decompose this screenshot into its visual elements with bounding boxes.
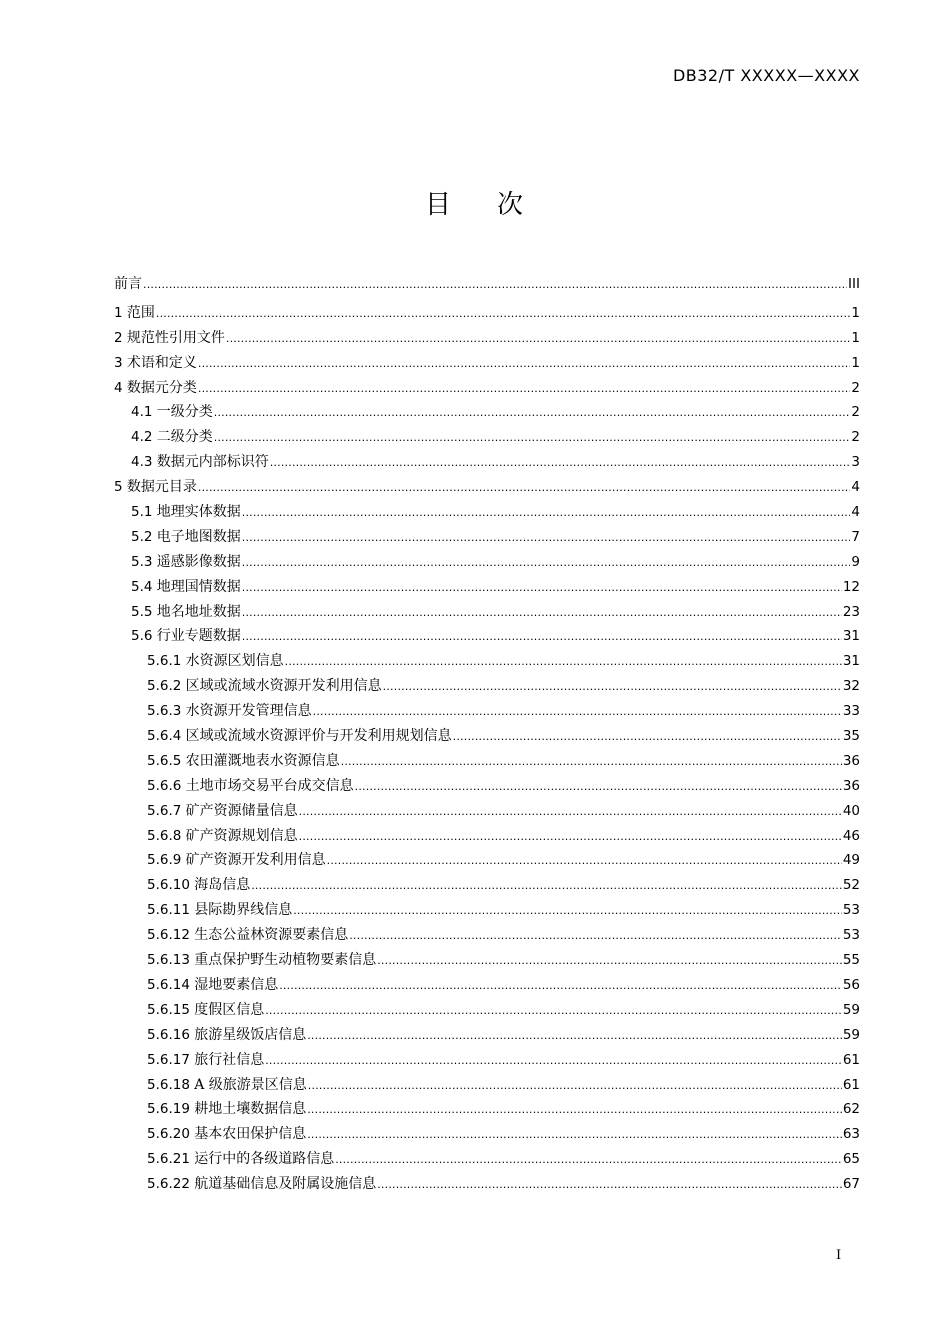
toc-entry-label: 矿产资源规划信息: [185, 827, 298, 844]
toc-dot-leader: [341, 750, 842, 775]
toc-entry-page: 55: [842, 952, 860, 969]
toc-entry-label: 一级分类: [156, 404, 213, 421]
toc-entry-number: 4: [114, 379, 127, 396]
toc-entry-label: 地理实体数据: [156, 504, 241, 521]
toc-entry-label: 县际勘界线信息: [194, 902, 293, 919]
toc-entry-number: 4.1: [131, 404, 157, 421]
toc-entry-number: 5.6.19: [147, 1101, 195, 1118]
toc-entry-page: 9: [851, 553, 860, 570]
toc-dot-leader: [242, 501, 851, 526]
toc-entry[interactable]: [114, 948, 860, 973]
toc-entry[interactable]: [114, 400, 860, 425]
toc-dot-leader: [285, 650, 842, 675]
toc-dot-leader: [242, 551, 851, 576]
toc-entry[interactable]: [114, 674, 860, 699]
toc-entry-page: 4: [851, 504, 860, 521]
toc-entry-label: 数据元目录: [126, 479, 197, 496]
toc-entry-page: 61: [842, 1051, 860, 1068]
toc-entry-label: 数据元内部标识符: [156, 454, 269, 471]
toc-entry-number: 5.6: [131, 628, 157, 645]
toc-entry-page: 59: [842, 1026, 860, 1043]
toc-entry[interactable]: [114, 500, 860, 525]
toc-entry-page: III: [848, 276, 860, 292]
toc-entry[interactable]: [114, 1122, 860, 1147]
standard-code: DB32/T XXXXX—XXXX: [672, 66, 860, 85]
toc-entry[interactable]: [114, 272, 860, 297]
toc-entry[interactable]: [114, 774, 860, 799]
toc-entry-number: 5.6.2: [147, 678, 186, 695]
toc-entry-page: 32: [842, 678, 860, 695]
toc-entry-page: 56: [842, 976, 860, 993]
toc-entry[interactable]: [114, 425, 860, 450]
toc-entry-number: 5.6.22: [147, 1176, 195, 1193]
toc-entry-number: 5.6.3: [147, 703, 186, 720]
toc-dot-leader: [251, 874, 842, 899]
toc-entry-page: 2: [851, 379, 860, 396]
toc-entry-number: 5.6.18: [147, 1076, 195, 1093]
toc-entry-number: 5.6.16: [147, 1026, 195, 1043]
toc-entry-number: 5.6.21: [147, 1151, 195, 1168]
toc-entry[interactable]: [114, 351, 860, 376]
toc-entry-label: 范围: [126, 304, 155, 321]
toc-entry-page: 3: [851, 454, 860, 471]
toc-dot-leader: [198, 352, 851, 377]
toc-entry[interactable]: [114, 1073, 860, 1098]
toc-entry[interactable]: [114, 624, 860, 649]
toc-entry-label: 耕地土壤数据信息: [194, 1101, 307, 1118]
toc-dot-leader: [293, 899, 842, 924]
toc-entry-page: 46: [842, 827, 860, 844]
toc-entry-label: 前言: [114, 276, 142, 292]
toc-dot-leader: [279, 974, 842, 999]
title-char-1: 目: [424, 190, 453, 220]
toc-entry-number: 5.6.8: [147, 827, 186, 844]
toc-entry-number: 5.6.17: [147, 1051, 195, 1068]
toc-dot-leader: [198, 476, 851, 501]
toc-dot-leader: [307, 1098, 842, 1123]
toc-dot-leader: [308, 1074, 842, 1099]
toc-entry-page: 23: [842, 603, 860, 620]
toc-dot-leader: [143, 273, 847, 298]
toc-entry-number: 5.6.5: [147, 752, 186, 769]
toc-entry-page: 61: [842, 1076, 860, 1093]
toc-dot-leader: [265, 999, 842, 1024]
toc-entry-number: 1: [114, 304, 127, 321]
toc-entry-number: 5.6.20: [147, 1126, 195, 1143]
toc-entry-page: 49: [842, 852, 860, 869]
toc-entry-label: 术语和定义: [126, 354, 197, 371]
toc-entry[interactable]: [114, 898, 860, 923]
toc-entry[interactable]: [114, 699, 860, 724]
toc-entry-page: 1: [851, 354, 860, 371]
toc-entry-number: 5.6.11: [147, 902, 195, 919]
toc-entry-label: 运行中的各级道路信息: [194, 1151, 335, 1168]
toc-entry-label: 规范性引用文件: [126, 329, 225, 346]
toc-entry-label: 度假区信息: [194, 1001, 265, 1018]
toc-entry-label: 区域或流域水资源评价与开发利用规划信息: [185, 728, 452, 745]
toc-dot-leader: [214, 426, 851, 451]
toc-entry-number: 2: [114, 329, 127, 346]
toc-entry-label: 水资源开发管理信息: [185, 703, 312, 720]
toc-entry-number: 5.6.13: [147, 952, 195, 969]
toc-entry-page: 35: [842, 728, 860, 745]
page-title: [0, 184, 950, 221]
toc-entry-label: 遥感影像数据: [156, 553, 241, 570]
toc-entry-label: A 级旅游景区信息: [194, 1076, 307, 1093]
toc-entry-label: 旅游星级饭店信息: [194, 1026, 307, 1043]
page-number: I: [836, 1248, 842, 1263]
toc-entry-label: 基本农田保护信息: [194, 1126, 307, 1143]
toc-entry[interactable]: [114, 848, 860, 873]
toc-entry-label: 水资源区划信息: [185, 653, 284, 670]
toc-entry-label: 航道基础信息及附属设施信息: [194, 1176, 377, 1193]
toc-entry-label: 重点保护野生动植物要素信息: [194, 952, 377, 969]
toc-dot-leader: [226, 327, 851, 352]
toc-entry-label: 生态公益林资源要素信息: [194, 927, 349, 944]
toc-entry[interactable]: [114, 600, 860, 625]
toc-entry-number: 5.6.14: [147, 976, 195, 993]
toc-entry-number: 5.6.6: [147, 777, 186, 794]
toc-entry-label: 矿产资源储量信息: [185, 802, 298, 819]
toc-entry[interactable]: [114, 923, 860, 948]
toc-entry-number: 4.3: [131, 454, 157, 471]
toc-dot-leader: [453, 725, 842, 750]
toc-entry-label: 旅行社信息: [194, 1051, 265, 1068]
toc-entry[interactable]: [114, 525, 860, 550]
toc-entry-number: 5.4: [131, 578, 157, 595]
toc-entry-page: 36: [842, 752, 860, 769]
toc-entry-page: 53: [842, 927, 860, 944]
toc-entry-number: 3: [114, 354, 127, 371]
toc-entry-page: 31: [842, 628, 860, 645]
toc-entry-page: 31: [842, 653, 860, 670]
toc-entry-number: 5.6.7: [147, 802, 186, 819]
toc-entry-page: 7: [851, 528, 860, 545]
toc-entry-page: 52: [842, 877, 860, 894]
toc-entry-label: 湿地要素信息: [194, 976, 279, 993]
toc-entry-page: 67: [842, 1176, 860, 1193]
toc-entry[interactable]: [114, 475, 860, 500]
toc-entry-page: 2: [851, 404, 860, 421]
toc-dot-leader: [242, 526, 851, 551]
toc-entry-number: 5.2: [131, 528, 157, 545]
toc-entry[interactable]: [114, 301, 860, 326]
toc-entry-label: 行业专题数据: [156, 628, 241, 645]
toc-dot-leader: [270, 451, 851, 476]
toc-entry-label: 数据元分类: [126, 379, 197, 396]
title-char-2: 次: [497, 190, 526, 220]
toc-dot-leader: [156, 302, 851, 327]
toc-entry-page: 65: [842, 1151, 860, 1168]
toc-entry-page: 12: [842, 578, 860, 595]
toc-dot-leader: [242, 601, 842, 626]
toc-dot-leader: [214, 401, 851, 426]
toc-dot-leader: [383, 675, 842, 700]
toc-dot-leader: [355, 775, 842, 800]
toc-entry-page: 2: [851, 429, 860, 446]
toc-entry-number: 5.1: [131, 504, 157, 521]
toc-dot-leader: [349, 924, 842, 949]
toc-entry[interactable]: [114, 376, 860, 401]
toc-entry[interactable]: [114, 649, 860, 674]
toc-entry-number: 5.6.1: [147, 653, 186, 670]
toc-entry[interactable]: [114, 450, 860, 475]
toc-entry[interactable]: [114, 575, 860, 600]
toc-entry[interactable]: [114, 1048, 860, 1073]
toc-dot-leader: [313, 700, 842, 725]
toc-entry[interactable]: [114, 799, 860, 824]
toc-entry-number: 5.6.10: [147, 877, 195, 894]
toc-dot-leader: [327, 849, 842, 874]
toc-entry-number: 5.6.15: [147, 1001, 195, 1018]
toc-dot-leader: [198, 377, 851, 402]
toc-entry[interactable]: [114, 1172, 860, 1197]
toc-entry-label: 矿产资源开发利用信息: [185, 852, 326, 869]
toc-entry[interactable]: [114, 1097, 860, 1122]
toc-entry-page: 62: [842, 1101, 860, 1118]
toc-entry-page: 53: [842, 902, 860, 919]
toc-entry-number: 5.5: [131, 603, 157, 620]
toc-dot-leader: [307, 1024, 842, 1049]
toc-entry-page: 63: [842, 1126, 860, 1143]
toc-dot-leader: [299, 825, 842, 850]
toc-entry-label: 二级分类: [156, 429, 213, 446]
toc-dot-leader: [265, 1049, 842, 1074]
toc-dot-leader: [242, 576, 842, 601]
toc-entry[interactable]: [114, 973, 860, 998]
toc-entry-page: 36: [842, 777, 860, 794]
toc-entry-label: 土地市场交易平台成交信息: [185, 777, 354, 794]
table-of-contents: [114, 272, 860, 1197]
toc-entry[interactable]: [114, 1023, 860, 1048]
toc-dot-leader: [299, 800, 842, 825]
toc-entry-page: 1: [851, 329, 860, 346]
toc-entry[interactable]: [114, 873, 860, 898]
toc-entry-label: 电子地图数据: [156, 528, 241, 545]
toc-entry-page: 40: [842, 802, 860, 819]
toc-entry-label: 地名地址数据: [156, 603, 241, 620]
toc-entry[interactable]: [114, 724, 860, 749]
toc-entry[interactable]: [114, 998, 860, 1023]
toc-entry-label: 农田灌溉地表水资源信息: [185, 752, 340, 769]
toc-entry[interactable]: [114, 326, 860, 351]
toc-entry-number: 5.6.9: [147, 852, 186, 869]
toc-entry[interactable]: [114, 824, 860, 849]
toc-entry-label: 区域或流域水资源开发利用信息: [185, 678, 382, 695]
toc-entry-number: 5.3: [131, 553, 157, 570]
toc-entry[interactable]: [114, 1147, 860, 1172]
toc-entry-label: 海岛信息: [194, 877, 251, 894]
toc-entry-number: 4.2: [131, 429, 157, 446]
toc-entry-page: 4: [851, 479, 860, 496]
toc-dot-leader: [335, 1148, 842, 1173]
toc-entry-page: 33: [842, 703, 860, 720]
toc-dot-leader: [242, 625, 842, 650]
toc-entry-number: 5.6.4: [147, 728, 186, 745]
toc-entry-label: 地理国情数据: [156, 578, 241, 595]
toc-entry[interactable]: [114, 550, 860, 575]
toc-dot-leader: [377, 1173, 842, 1198]
toc-entry-number: 5.6.12: [147, 927, 195, 944]
toc-dot-leader: [377, 949, 842, 974]
toc-entry-page: 59: [842, 1001, 860, 1018]
toc-entry-number: 5: [114, 479, 127, 496]
toc-entry-page: 1: [851, 304, 860, 321]
toc-dot-leader: [307, 1123, 842, 1148]
toc-entry[interactable]: [114, 749, 860, 774]
